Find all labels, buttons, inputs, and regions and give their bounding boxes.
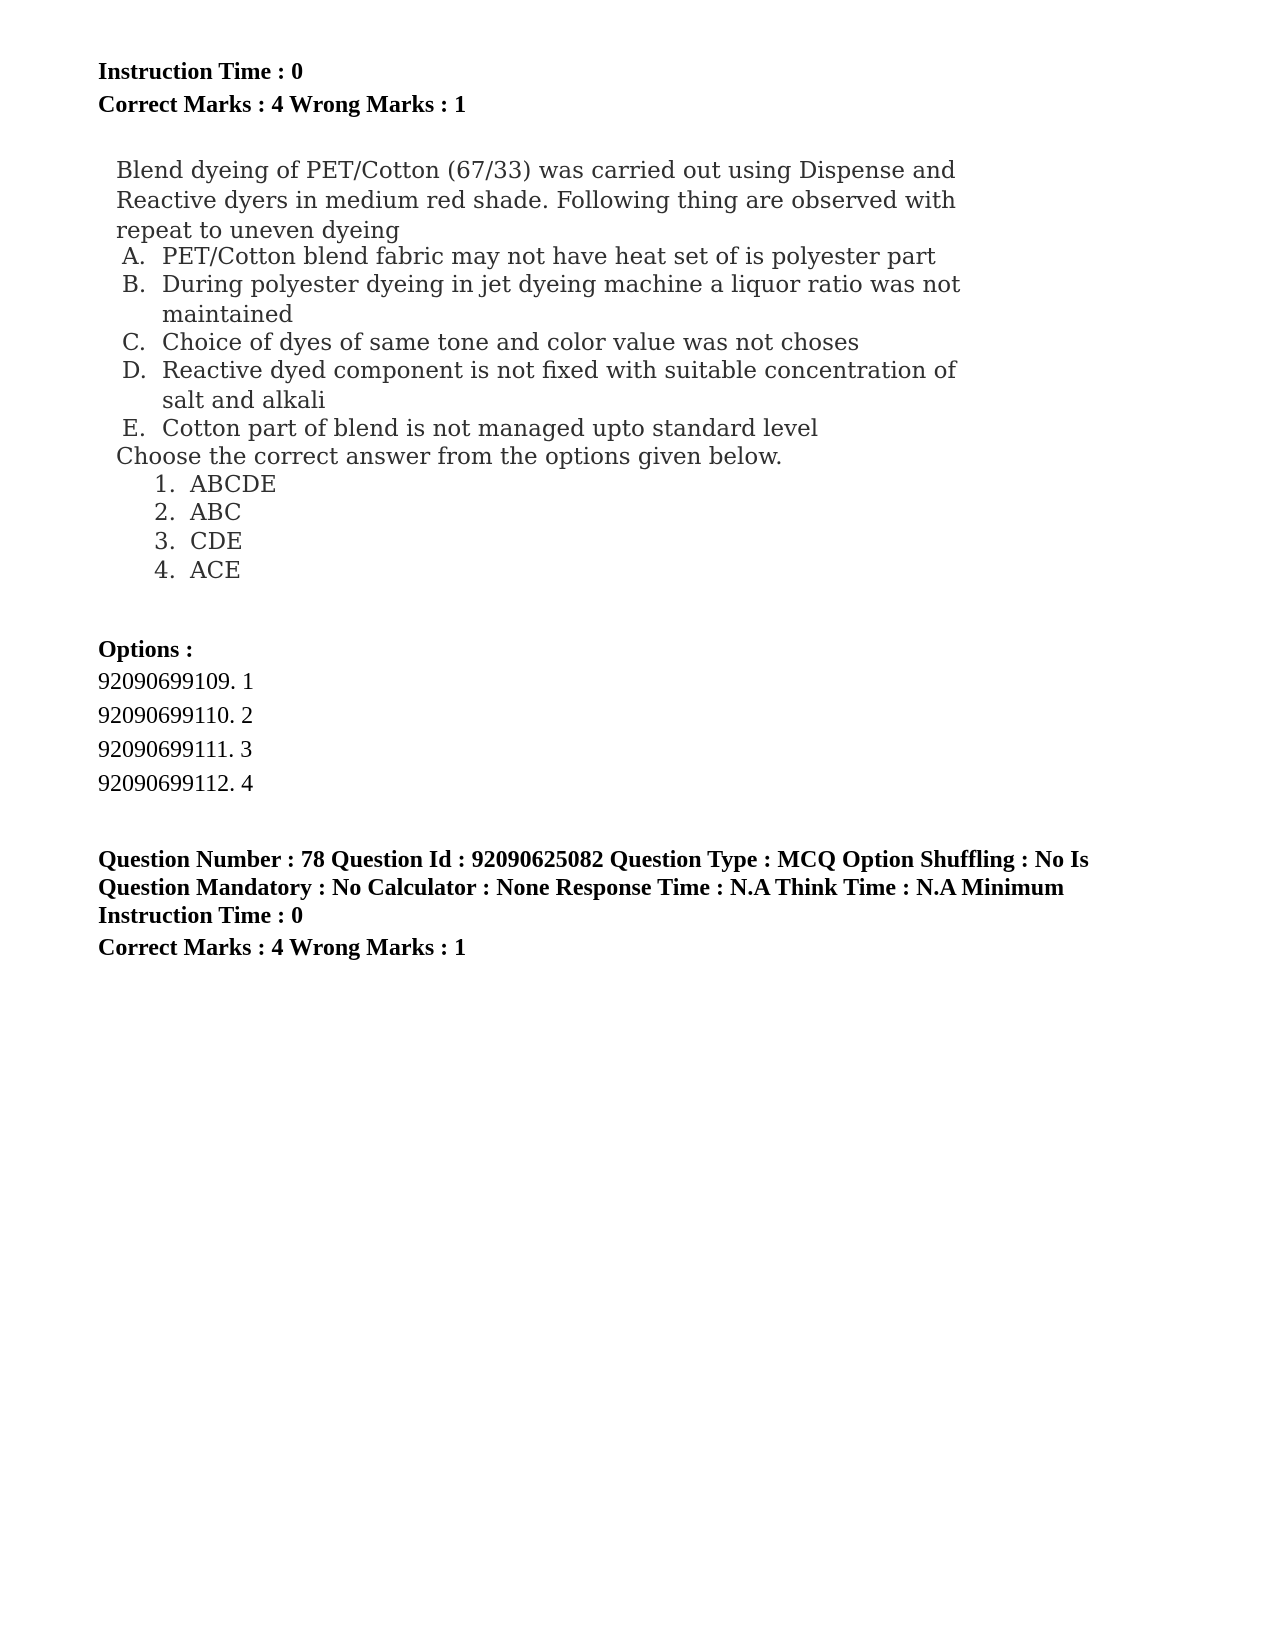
statement-text: salt and alkali — [162, 388, 326, 414]
answer-choice-text: ABC — [190, 500, 242, 526]
question-stem — [116, 156, 956, 246]
answer-choice-number: 1. — [154, 472, 176, 498]
statement-label: A. — [122, 244, 146, 270]
answer-choice-text: CDE — [190, 529, 243, 555]
question-image — [112, 150, 972, 610]
statement-text: maintained — [162, 302, 294, 328]
option-item: 92090699111. 3 — [98, 737, 253, 763]
answer-choice-number: 4. — [154, 558, 176, 584]
statement-label: C. — [122, 330, 147, 356]
statement-text: During polyester dyeing in jet dyeing machine a liquor ratio was not — [162, 272, 961, 298]
statement-text: PET/Cotton blend fabric may not have heat set of is polyester part — [162, 244, 936, 270]
statement-label: D. — [122, 358, 147, 384]
answer-choice — [154, 470, 277, 500]
answer-choice-text: ACE — [190, 558, 241, 584]
option-item: 92090699110. 2 — [98, 703, 254, 729]
answer-choice — [154, 527, 243, 557]
marks-info: Correct Marks : 4 Wrong Marks : 1 — [98, 935, 467, 961]
answer-choice-number: 3. — [154, 529, 176, 555]
options-heading: Options : — [98, 637, 194, 663]
answer-choice — [154, 498, 242, 528]
question-stem-line: Reactive dyers in medium red shade. Following thing are observed with — [116, 188, 956, 214]
statement-label: B. — [122, 272, 147, 298]
answer-choice-number: 2. — [154, 500, 176, 526]
choose-instruction: Choose the correct answer from the options given below. — [116, 444, 783, 470]
option-item: 92090699109. 1 — [98, 669, 254, 695]
marks-info: Correct Marks : 4 Wrong Marks : 1 — [98, 92, 467, 118]
answer-choice-text: ABCDE — [190, 472, 277, 498]
option-item: 92090699112. 4 — [98, 771, 254, 797]
question-stem-line: repeat to uneven dyeing — [116, 218, 400, 244]
statement-text: Reactive dyed component is not fixed with suitable concentration of — [162, 358, 957, 384]
statement-text: Choice of dyes of same tone and color value was not choses — [162, 330, 860, 356]
statement-text: Cotton part of blend is not managed upto standard level — [162, 416, 819, 442]
question-info: Question Number : 78 Question Id : 92090625082 Question Type : MCQ Option Shuffling : No Is Question Mandatory : No Calculator : None Response Time : N.A Think Time : N.A Minimum Instruction Time : 0 — [98, 847, 1089, 929]
statement-label: E. — [122, 416, 147, 442]
instruction-time: Instruction Time : 0 — [98, 59, 304, 85]
answer-choice — [154, 556, 241, 586]
question-stem-line: Blend dyeing of PET/Cotton (67/33) was carried out using Dispense and — [116, 158, 956, 184]
